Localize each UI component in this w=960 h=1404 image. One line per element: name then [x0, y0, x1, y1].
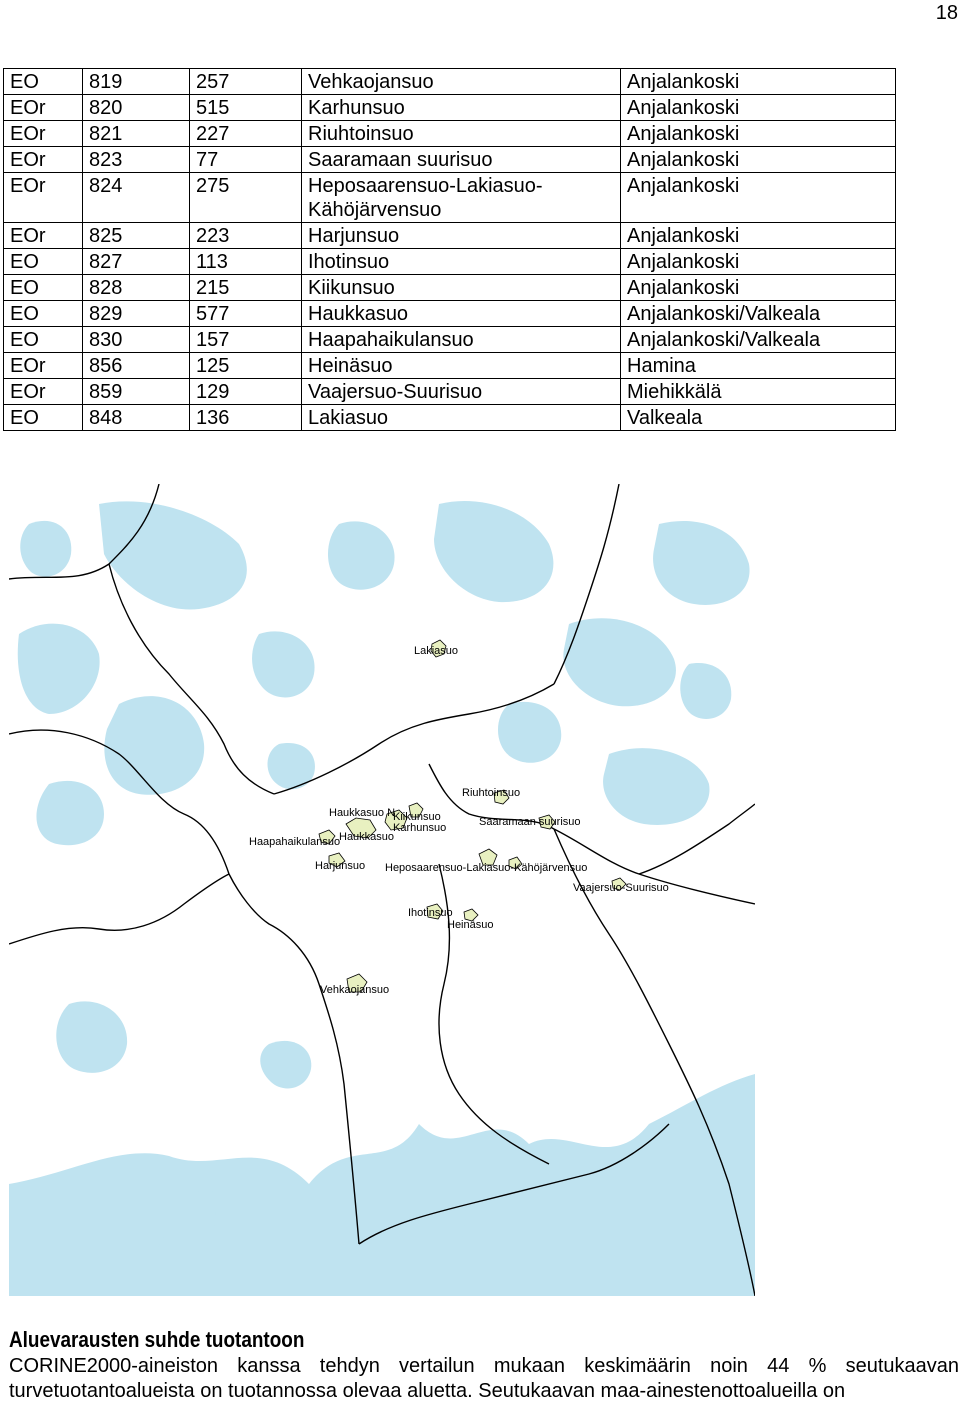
- table-cell: EOr: [4, 379, 83, 405]
- table-cell: Anjalankoski: [621, 95, 896, 121]
- map-label-haapahaikulansuo: Haapahaikulansuo: [249, 836, 341, 848]
- table-row: [4, 275, 896, 301]
- table-cell: 848: [83, 405, 190, 431]
- water-areas: [9, 501, 755, 1296]
- table-cell: Anjalankoski: [621, 249, 896, 275]
- regional-map: [9, 484, 755, 1296]
- table-cell: 77: [190, 147, 302, 173]
- table-cell: 825: [83, 223, 190, 249]
- table-cell: Anjalankoski/Valkeala: [621, 301, 896, 327]
- lake-east-3: [680, 663, 731, 719]
- map-label-harjunsuo: Harjunsuo: [315, 860, 366, 872]
- map-label-heinasuo: Heinäsuo: [447, 919, 494, 931]
- lake-west-1: [104, 696, 204, 795]
- page-number: 18: [935, 2, 958, 24]
- table-cell: 275: [190, 173, 302, 223]
- table-cell: Haukkasuo: [302, 301, 621, 327]
- table-cell: EO: [4, 301, 83, 327]
- lake-north-center: [328, 521, 395, 589]
- table-cell: EO: [4, 405, 83, 431]
- table-cell: 136: [190, 405, 302, 431]
- table-cell: EOr: [4, 223, 83, 249]
- table-cell: 257: [190, 69, 302, 95]
- table-cell: Heposaarensuo-Lakiasuo-Kähöjärvensuo: [302, 173, 621, 223]
- lake-north-1: [99, 501, 247, 609]
- table-row: [4, 173, 896, 223]
- table-row: [4, 379, 896, 405]
- table-row: [4, 69, 896, 95]
- table-cell: Vehkaojansuo: [302, 69, 621, 95]
- map-label-heposaarensuo: Heposaarensuo-Lakiasuo-Kähöjärvensuo: [385, 862, 588, 874]
- lake-south-center: [260, 1041, 311, 1089]
- table-cell: EOr: [4, 95, 83, 121]
- map-label-ihotinsuo: Ihotinsuo: [408, 907, 453, 919]
- table-cell: Anjalankoski/Valkeala: [621, 327, 896, 353]
- table-cell: Ihotinsuo: [302, 249, 621, 275]
- table-cell: 577: [190, 301, 302, 327]
- table-cell: 157: [190, 327, 302, 353]
- table-cell: Karhunsuo: [302, 95, 621, 121]
- lake-east-1: [653, 521, 749, 605]
- table-row: [4, 249, 896, 275]
- table-cell: Harjunsuo: [302, 223, 621, 249]
- table-row: [4, 95, 896, 121]
- table-cell: 859: [83, 379, 190, 405]
- lake-west-2: [37, 781, 104, 845]
- lake-northeast-1: [434, 501, 553, 602]
- table-cell: EO: [4, 275, 83, 301]
- lake-south-west: [56, 1001, 127, 1072]
- table-cell: Valkeala: [621, 405, 896, 431]
- map-label-saaramaan-suurisuo: Saaramaan suurisuo: [479, 816, 581, 828]
- table-cell: 113: [190, 249, 302, 275]
- table-cell: Anjalankoski: [621, 147, 896, 173]
- table-cell: Lakiasuo: [302, 405, 621, 431]
- table-cell: 829: [83, 301, 190, 327]
- table-cell: EO: [4, 69, 83, 95]
- table-cell: 227: [190, 121, 302, 147]
- table-cell: 821: [83, 121, 190, 147]
- table-cell: Kiikunsuo: [302, 275, 621, 301]
- table-cell: 820: [83, 95, 190, 121]
- table-cell: 824: [83, 173, 190, 223]
- table-cell: EOr: [4, 121, 83, 147]
- table-cell: Vaajersuo-Suurisuo: [302, 379, 621, 405]
- map-label-lakiasuo: Lakiasuo: [414, 645, 459, 657]
- map-label-kiikunsuo: Kiikunsuo: [393, 811, 441, 823]
- table-row: [4, 301, 896, 327]
- table-cell: 856: [83, 353, 190, 379]
- table-row: [4, 405, 896, 431]
- table-row: [4, 147, 896, 173]
- table-cell: Miehikkälä: [621, 379, 896, 405]
- table-cell: EOr: [4, 173, 83, 223]
- table-cell: EO: [4, 249, 83, 275]
- lake-north-2: [18, 624, 100, 714]
- map-label-riuhtoinsuo: Riuhtoinsuo: [462, 787, 521, 799]
- map-label-haukkasuo-n: Haukkasuo N: [329, 807, 396, 819]
- lake-east-2: [603, 748, 709, 825]
- table-cell: Anjalankoski: [621, 223, 896, 249]
- table-row: [4, 353, 896, 379]
- table-cell: Saaramaan suurisuo: [302, 147, 621, 173]
- map-label-vaajersuo-suurisuo: Vaajersuo-Suurisuo: [573, 882, 669, 894]
- sea-area: [9, 1074, 755, 1296]
- table-cell: EOr: [4, 147, 83, 173]
- table-cell: Anjalankoski: [621, 275, 896, 301]
- table-cell: Heinäsuo: [302, 353, 621, 379]
- table-cell: EO: [4, 327, 83, 353]
- section-heading: Aluevarausten suhde tuotantoon: [9, 1327, 305, 1352]
- table-cell: Anjalankoski: [621, 121, 896, 147]
- lake-northwest: [20, 521, 71, 577]
- table-row: [4, 327, 896, 353]
- table-cell: EOr: [4, 353, 83, 379]
- table-cell: 827: [83, 249, 190, 275]
- peat-area-table: [3, 68, 896, 431]
- map-label-karhunsuo: Karhunsuo: [393, 822, 447, 834]
- table-cell: Hamina: [621, 353, 896, 379]
- table-cell: 828: [83, 275, 190, 301]
- table-row: [4, 121, 896, 147]
- table-cell: 823: [83, 147, 190, 173]
- table-cell: Riuhtoinsuo: [302, 121, 621, 147]
- lake-mid-east: [498, 702, 561, 763]
- table-cell: Haapahaikulansuo: [302, 327, 621, 353]
- map-label-vehkaojansuo: Vehkaojansuo: [320, 984, 390, 996]
- table-cell: 819: [83, 69, 190, 95]
- table-cell: Anjalankoski: [621, 69, 896, 95]
- table-cell: 223: [190, 223, 302, 249]
- table-cell: 830: [83, 327, 190, 353]
- lake-northeast-2: [563, 618, 676, 706]
- table-cell: Anjalankoski: [621, 173, 896, 223]
- table-cell: 215: [190, 275, 302, 301]
- table-row: [4, 223, 896, 249]
- lake-north-3: [252, 631, 315, 697]
- table-cell: 129: [190, 379, 302, 405]
- table-cell: 515: [190, 95, 302, 121]
- map-label-haukkasuo: Haukkasuo: [339, 831, 395, 843]
- table-cell: 125: [190, 353, 302, 379]
- body-paragraph: CORINE2000-aineiston kanssa tehdyn vertailun mukaan keskimäärin noin 44 % seutukaavan turvetuotantoalueista on tuotannossa olevaa aluetta. Seutukaavan maa-ainestenottoalueilla on: [9, 1355, 959, 1402]
